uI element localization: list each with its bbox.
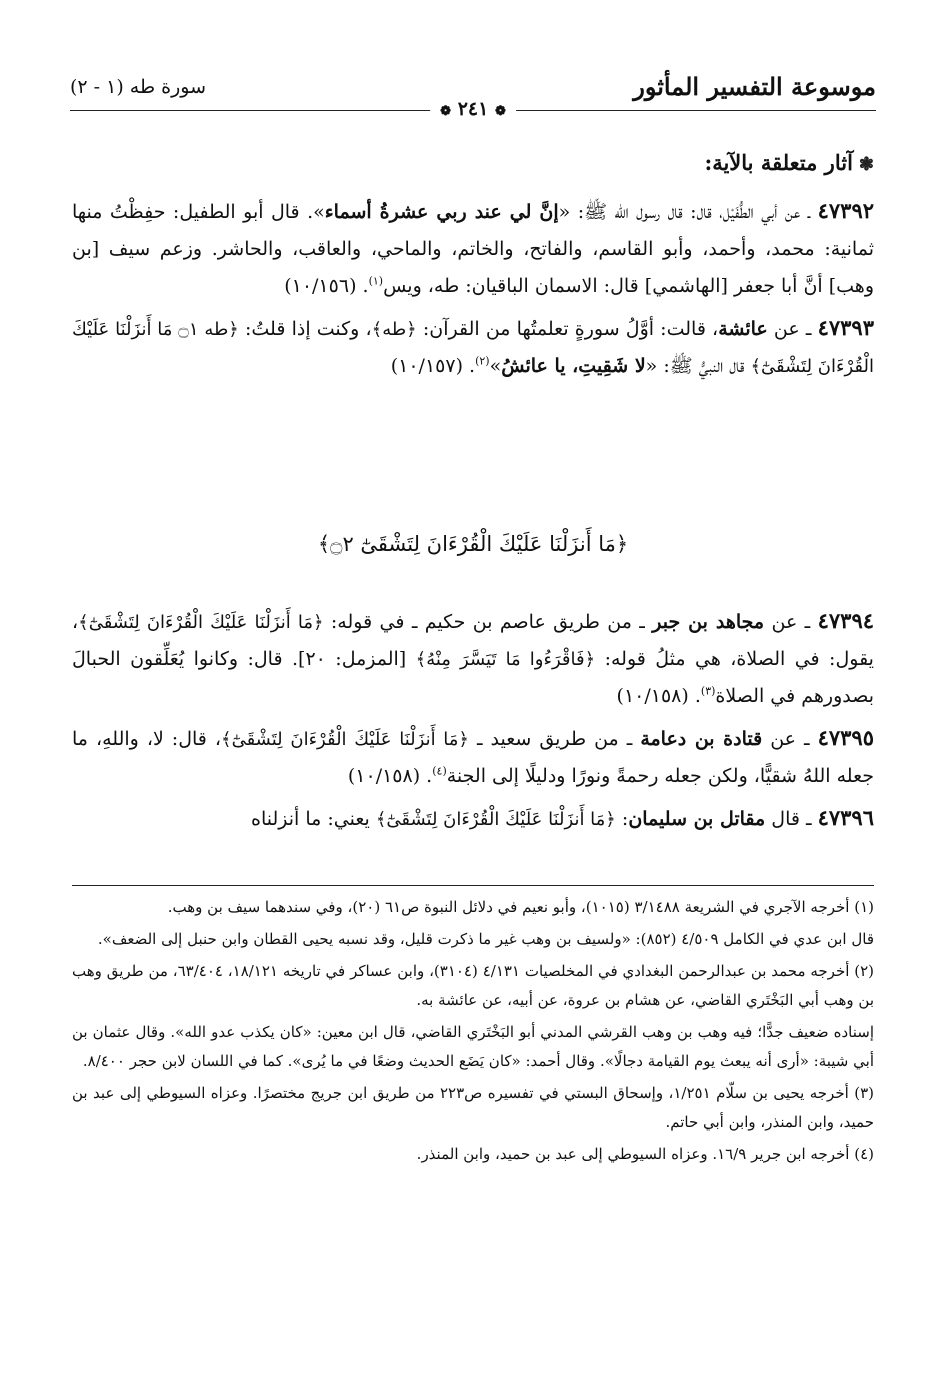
- narration-number: ٤٧٣٩٥: [817, 725, 874, 750]
- narrator-name: قتادة بن دعامة: [640, 728, 763, 750]
- footnote-ref[interactable]: (٣): [700, 684, 716, 698]
- narrations-block-2: [72, 602, 874, 842]
- narration-text: ـ عن أبي الطُّفَيْل، قال: قال رسول الله ﷺ: «: [558, 201, 818, 223]
- narration-text: . (١٠/١٥٨): [347, 765, 433, 787]
- narration-47395: [72, 719, 874, 795]
- hadith-text: لا شَقِيتِ، يا عائشُ: [501, 355, 646, 377]
- footnote: (٢) أخرجه محمد بن عبدالرحمن البغدادي في المخلصيات ٤/١٣١ (٣١٠٤)، وابن عساكر في تاريخه ١٨/١٢١، ٦٣/٤٠٤، من طريق وهب بن وهب أبي البَخْتَري القاضي، عن هشام بن عروة، عن أبيه، عن عائشة به.: [72, 962, 875, 1009]
- narration-text: . (١٠/١٥٦): [284, 275, 369, 297]
- ornament-icon: ❁: [494, 104, 506, 119]
- narration-number: ٤٧٣٩٦: [817, 805, 874, 830]
- narration-text: ـ عن: [767, 318, 818, 340]
- footnote-ref[interactable]: (٤): [432, 764, 447, 778]
- narration-text: ، قال: لا، واللهِ، ما جعله اللهُ شقيًّا، ولكن جعله رحمةً ونورًا ودليلًا إلى الجنة: [72, 728, 874, 787]
- quran-quote: ﴿مَا أَنزَلْنَا عَلَيْكَ الْقُرْءَانَ لِتَشْقَىٰٓ﴾: [221, 729, 469, 750]
- page-header: [70, 60, 876, 120]
- quran-quote: ﴿مَا أَنزَلْنَا عَلَيْكَ الْقُرْءَانَ لِتَشْقَىٰٓ﴾: [375, 809, 616, 830]
- narration-text: »: [489, 355, 502, 377]
- narration-text: . (١٠/١٥٧): [390, 355, 476, 377]
- narration-number: ٤٧٣٩٢: [817, 198, 875, 223]
- narration-47394: [72, 602, 874, 715]
- narration-text: ، يقول: في الصلاة، هي مثلُ قوله:: [72, 611, 874, 670]
- narration-47396: [72, 799, 874, 838]
- footnote: (٣) أخرجه يحيى بن سلّام ١/٢٥١، وإسحاق البستي في تفسيره ص٢٢٣ من طريق ابن جريج مختصرًا. وعزاه السيوطي إلى عبد بن حميد، وابن المنذر، وابن أبي حاتم.: [72, 1084, 874, 1131]
- narration-text: ». قال أبو الطفيل: حفِظْتُ منها ثمانية: محمد، وأحمد، وأبو القاسم، والفاتح، والخاتم، والماحي، والعاقب، والحاشر. وزعم سيف [بن وهب] أنَّ أبا جعفر [الهاشمي] قال: الاسمان الباقيان: طه، ويس: [72, 201, 874, 297]
- narration-text: ـ قال: [765, 808, 818, 830]
- narration-text: ـ عن: [762, 728, 818, 750]
- hadith-text: إنَّ لي عند ربي عشرةُ أسماء: [324, 201, 559, 223]
- quran-quote: ﴿طه﴾: [371, 319, 417, 340]
- footnotes: [72, 893, 874, 1172]
- surah-reference: سورة طه (١ - ٢): [70, 76, 207, 98]
- narration-text: ـ من طريق عاصم بن حكيم ـ في قوله:: [323, 611, 653, 633]
- narration-text: ـ عن: [764, 611, 818, 633]
- section-heading-text: آثار متعلقة بالآية:: [704, 150, 853, 175]
- book-title: موسوعة التفسير المأثور: [633, 72, 876, 101]
- verse-heading: ﴿مَا أَنزَلْنَا عَلَيْكَ الْقُرْءَانَ لِتَشْقَىٰٓ ۝٢﴾: [317, 532, 629, 556]
- footnotes-divider: [72, 885, 874, 886]
- footnote: إسناده ضعيف جدًّا؛ فيه وهب بن وهب القرشي المدني أبو البَخْتَري القاضي، قال ابن معين: «كان يكذب عدو الله». وقال عثمان بن أبي شيبة: «أرى أنه يبعث يوم القيامة دجالًا». وقال أحمد: «كان يَضَع الحديث وضعًا في ما يُرى». كما في اللسان لابن حجر ٨/٤٠٠.: [72, 1023, 874, 1070]
- footnote-ref[interactable]: (١): [368, 274, 384, 288]
- narration-text: [المزمل: ٢٠]. قال: وكانوا يُعَلِّقون الحبالَ بصدورهم في الصلاة: [72, 648, 874, 707]
- quran-quote: ﴿مَا أَنزَلْنَا عَلَيْكَ الْقُرْءَانَ لِتَشْقَىٰٓ﴾: [78, 612, 324, 633]
- narration-text: يعني: ما أنزلناه: [250, 808, 376, 830]
- narrator-name: مجاهد بن جبر: [652, 611, 765, 633]
- narrator-name: مقاتل بن سليمان: [628, 808, 766, 830]
- narration-text: قال النبيُّ ﷺ: «: [645, 355, 751, 377]
- narration-47392: [72, 192, 874, 305]
- narration-number: ٤٧٣٩٣: [817, 315, 874, 340]
- quran-quote: ﴿فَاقْرَءُوا مَا تَيَسَّرَ مِنْهُ﴾: [415, 649, 596, 670]
- footnote: قال ابن عدي في الكامل ٤/٥٠٩ (٨٥٢): «ولسيف بن وهب غير ما ذكرت قليل، وقد نسبه يحيى القطان وابن حنبل إلى الضعف».: [97, 930, 874, 948]
- footnote-ref[interactable]: (٢): [475, 354, 490, 368]
- narration-text: ـ من طريق سعيد ـ: [468, 728, 641, 750]
- quran-quote: ﴿طه ۝١ مَا أَنزَلْنَا عَلَيْكَ الْقُرْءَانَ لِتَشْقَىٰٓ﴾: [72, 319, 874, 377]
- section-heading: [704, 150, 874, 175]
- narration-text: ، وكنت إذا قلتُ:: [238, 318, 372, 340]
- narration-text: :: [615, 808, 629, 830]
- narration-text: ، قالت: أوَّلُ سورةٍ تعلمتُها من القرآن:: [416, 318, 719, 340]
- narrator-name: عائشة: [718, 318, 768, 340]
- page-number-box: [430, 98, 516, 120]
- narration-47393: [72, 309, 874, 385]
- narration-text: . (١٠/١٥٨): [616, 685, 701, 707]
- page-number: ٢٤١: [457, 98, 489, 120]
- narrations-block-1: [72, 192, 874, 389]
- footnote: (١) أخرجه الآجري في الشريعة ٣/١٤٨٨ (١٠١٥)، وأبو نعيم في دلائل النبوة ص٦١ (٢٠)، وفي سندهما سيف بن وهب.: [167, 898, 874, 916]
- narration-number: ٤٧٣٩٤: [817, 608, 875, 633]
- ornament-icon: ❁: [440, 104, 452, 119]
- flower-bullet-icon: ❃: [858, 154, 874, 175]
- footnote: (٤) أخرجه ابن جرير ١٦/٩. وعزاه السيوطي إلى عبد بن حميد، وابن المنذر.: [416, 1145, 874, 1163]
